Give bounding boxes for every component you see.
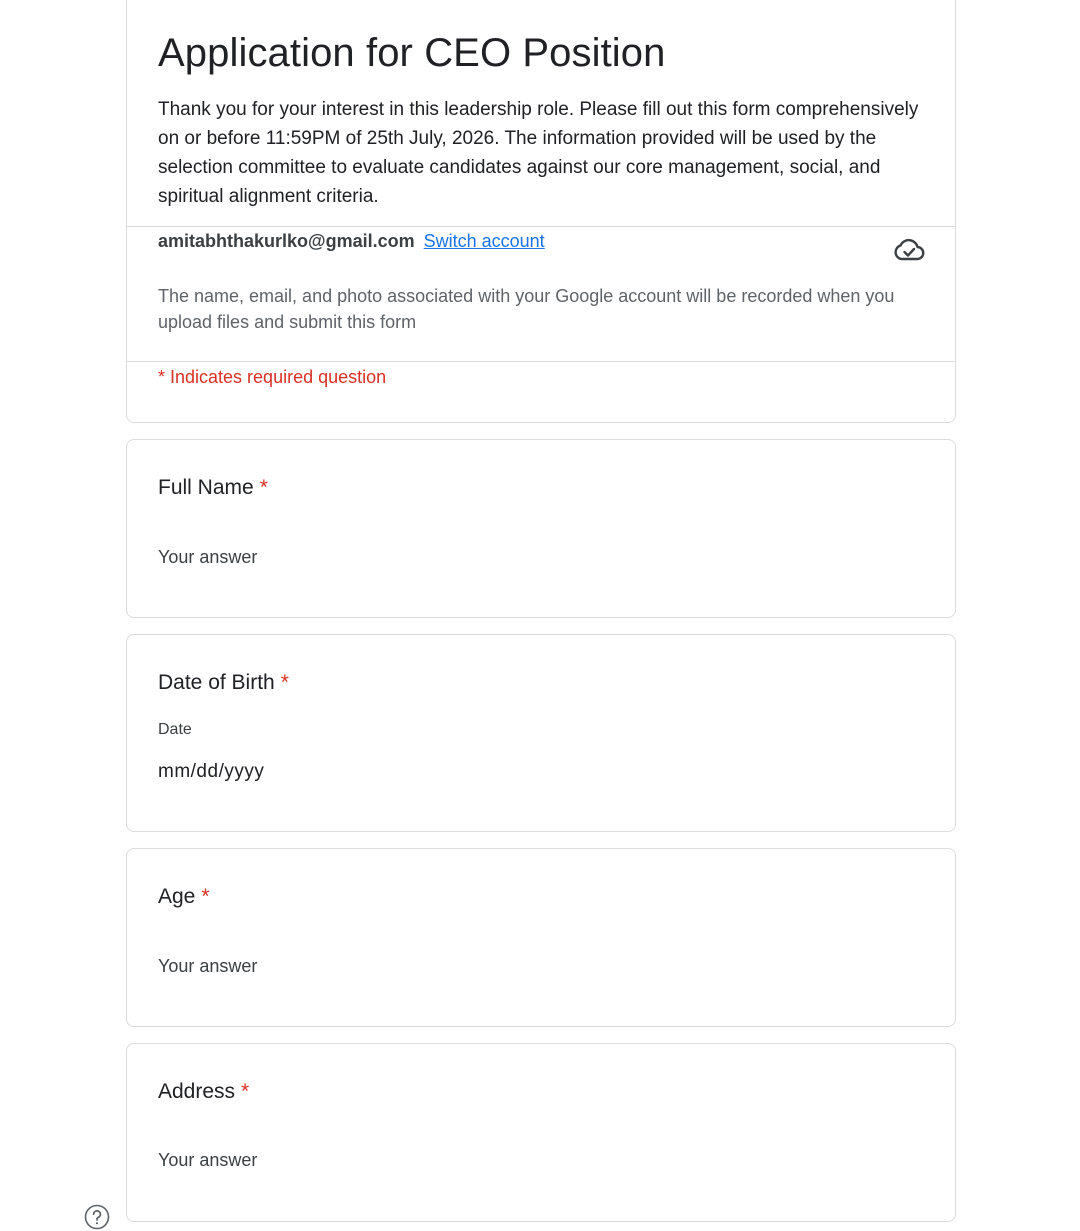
required-asterisk: * [201, 885, 210, 908]
help-circle-icon[interactable] [84, 1204, 110, 1230]
question-date-of-birth [126, 634, 956, 832]
question-address [126, 1043, 956, 1222]
question-age [126, 848, 956, 1027]
question-title [158, 476, 268, 500]
address-input[interactable]: Your answer [158, 1150, 258, 1170]
required-question-note: * Indicates required question [158, 367, 387, 387]
record-notice: The name, email, and photo associated with your Google account will be recorded when you upload files and submit this form [158, 286, 895, 332]
required-asterisk: * [241, 1080, 250, 1103]
question-title [158, 885, 210, 909]
divider [127, 361, 955, 362]
date-of-birth-input[interactable]: mm/dd/yyyy [158, 761, 265, 782]
cloud-saved-icon [893, 235, 925, 263]
question-title [158, 1080, 249, 1104]
required-asterisk: * [280, 671, 289, 694]
age-input[interactable]: Your answer [158, 956, 258, 976]
account-row [158, 231, 545, 252]
question-full-name [126, 439, 956, 618]
question-label: Address [158, 1080, 236, 1103]
question-title [158, 671, 289, 695]
full-name-input[interactable]: Your answer [158, 547, 258, 567]
form-description: Thank you for your interest in this leadership role. Please fill out this form comprehensively on or before 11:59PM of 25th July, 2026. The information provided will be used by the selection committee to evaluate candidates against our core management, social, and spiritual alignment criteria. [158, 99, 919, 207]
form-title: Application for CEO Position [158, 31, 666, 75]
question-label: Date of Birth [158, 671, 275, 694]
account-email: amitabhthakurlko@gmail.com [158, 231, 415, 251]
question-label: Full Name [158, 476, 254, 499]
form-header-card [126, 0, 956, 423]
date-label: Date [158, 721, 192, 738]
question-label: Age [158, 885, 196, 908]
divider [127, 226, 955, 227]
required-asterisk: * [259, 476, 268, 499]
switch-account-link[interactable]: Switch account [423, 231, 545, 251]
